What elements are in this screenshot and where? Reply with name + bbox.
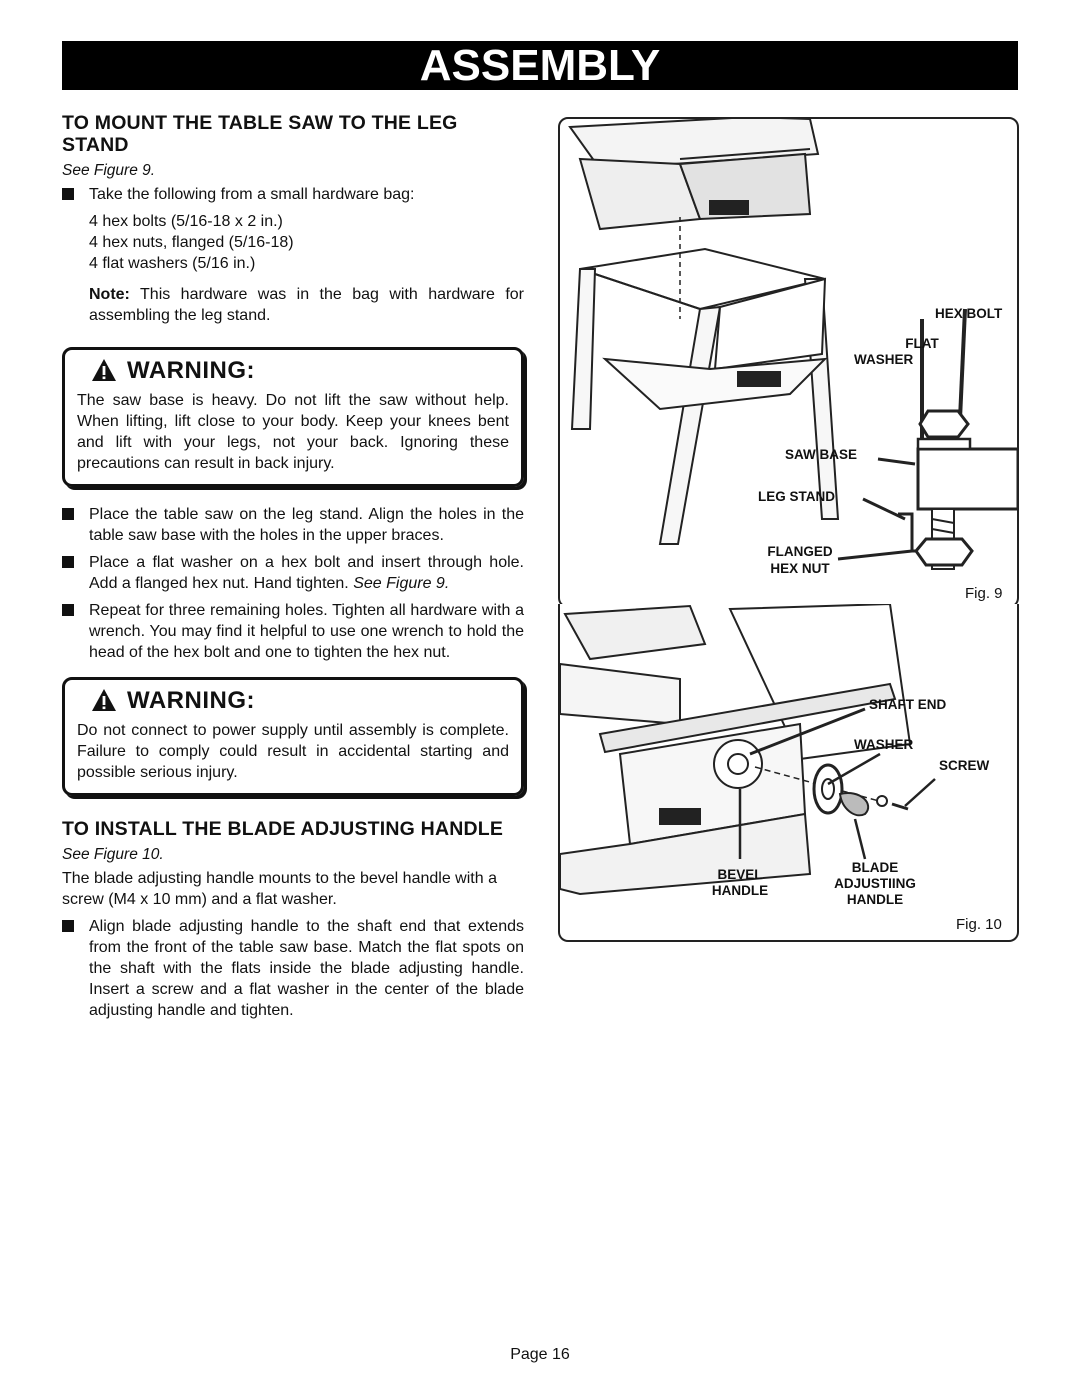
bullet-square-icon: [62, 556, 74, 568]
hardware-item: 4 flat washers (5/16 in.): [89, 255, 256, 272]
warning-triangle-icon: [91, 688, 117, 712]
figure-10-caption: Fig. 10: [956, 916, 1002, 933]
page-title: ASSEMBLY: [419, 41, 661, 90]
intro-paragraph: The blade adjusting handle mounts to the bevel handle with a screw (M4 x 10 mm) and a flat washer.: [62, 870, 497, 908]
bullet-square-icon: [62, 604, 74, 616]
step-align-handle: [62, 916, 524, 1021]
label-hex-bolt: HEX BOLT: [935, 306, 1003, 321]
step-text: Align blade adjusting handle to the shaft end that extends from the front of the table saw base. Match the flat spots on the shaft with the flats inside the blade adjusting handle. Insert a screw and a flat washer in the center of the blade adjusting handle and tighten.: [89, 918, 524, 1019]
figure-10-box: [558, 604, 1019, 942]
section-heading-blade-handle: TO INSTALL THE BLADE ADJUSTING HANDLE: [62, 818, 504, 840]
hardware-item: 4 hex bolts (5/16-18 x 2 in.): [89, 213, 283, 230]
label-flat: FLAT: [905, 336, 939, 351]
figure-9-caption: Fig. 9: [965, 585, 1003, 602]
step-text: Place the table saw on the leg stand. Align the holes in the table saw base with the holes in the upper braces.: [89, 506, 524, 544]
warning-text: The saw base is heavy. Do not lift the saw without help. When lifting, lift close to your body. Keep your knees bent and lift with your legs, not your back. Ignoring these precautions can result in back injury.: [77, 392, 509, 472]
label-shaft-end: SHAFT END: [869, 697, 947, 712]
warning-title: WARNING:: [127, 686, 255, 714]
see-figure-ref: See Figure 9.: [353, 575, 450, 592]
bullet-take-hardware: [62, 184, 524, 205]
label-bevel: BEVEL: [717, 867, 763, 882]
step-washer-bolt: [62, 552, 524, 594]
warning-title: WARNING:: [127, 356, 255, 384]
hardware-item: 4 hex nuts, flanged (5/16-18): [89, 234, 294, 251]
figure-9-box: [558, 117, 1019, 608]
page-title-banner: [62, 41, 1018, 90]
warning-header: [91, 688, 509, 712]
page-number: Page 16: [510, 1346, 570, 1363]
bullet-square-icon: [62, 508, 74, 520]
text-column: [62, 112, 524, 1027]
label-blade: BLADE: [851, 860, 899, 875]
warning-triangle-icon: [91, 358, 117, 382]
label-screw: SCREW: [939, 758, 990, 773]
label-blade-handle: HANDLE: [846, 892, 904, 907]
label-saw-base: SAW BASE: [785, 447, 858, 462]
note-paragraph: [62, 284, 524, 326]
warning-box-heavy: [62, 347, 524, 487]
note-text: This hardware was in the bag with hardware for assembling the leg stand.: [89, 286, 524, 324]
step-repeat-holes: [62, 600, 524, 663]
warning-text: Do not connect to power supply until assembly is complete. Failure to comply could result in accidental starting and possible serious injury.: [77, 722, 509, 781]
label-adjusting: ADJUSTIING: [834, 876, 916, 891]
section-heading-mount: TO MOUNT THE TABLE SAW TO THE LEG STAND: [62, 112, 458, 156]
label-washer: WASHER: [854, 352, 914, 367]
label-flanged: FLANGED: [767, 544, 833, 559]
warning-box-power: [62, 677, 524, 796]
label-leg-stand: LEG STAND: [758, 489, 835, 504]
see-figure-9: See Figure 9.: [62, 162, 156, 179]
figure-9-illustration: [560, 119, 1017, 606]
label-bevel-handle: HANDLE: [711, 883, 769, 898]
note-label: Note:: [89, 286, 130, 303]
warning-header: [91, 358, 509, 382]
label-hex-nut: HEX NUT: [770, 561, 830, 576]
see-figure-10: See Figure 10.: [62, 846, 164, 863]
bullet-square-icon: [62, 188, 74, 200]
bullet-square-icon: [62, 920, 74, 932]
label-washer: WASHER: [854, 737, 914, 752]
step-text: Place a flat washer on a hex bolt and insert through hole. Add a flanged hex nut. Hand tighten.: [89, 554, 524, 592]
bullet-text: Take the following from a small hardware bag:: [89, 186, 415, 203]
step-text: Repeat for three remaining holes. Tighten all hardware with a wrench. You may find it helpful to use one wrench to hold the head of the hex bolt and one to tighten the hex nut.: [89, 602, 524, 661]
step-place-saw: [62, 504, 524, 546]
